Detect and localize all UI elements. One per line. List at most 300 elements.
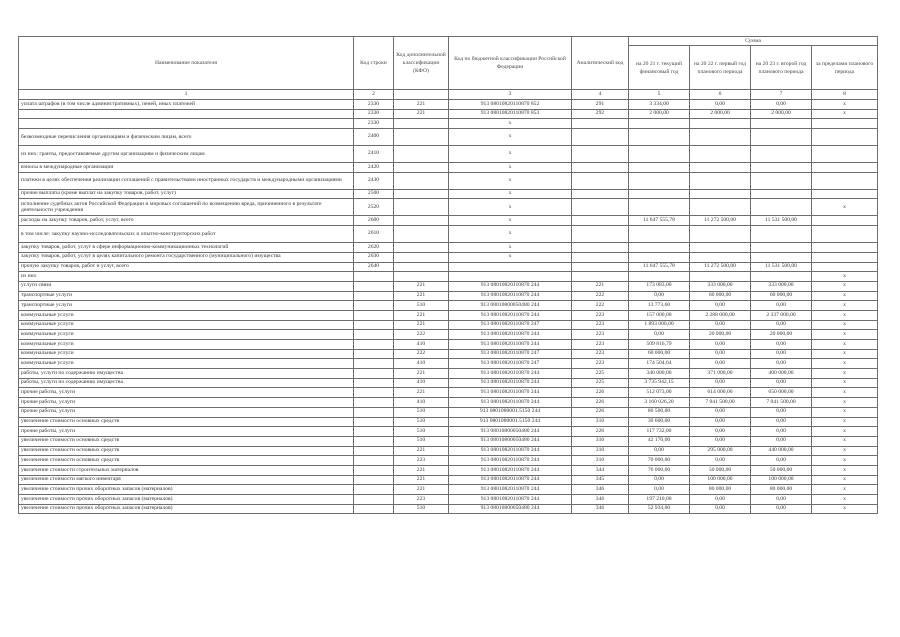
row-sum-beyond: x [812,359,878,369]
row-name: транспортные услуги [19,291,354,301]
row-sum-year-1: 157 000,00 [629,310,690,320]
row-line-code [354,456,394,466]
row-sum-year-3 [751,272,812,282]
row-sum-beyond: x [812,388,878,398]
table-row [19,427,878,437]
row-sum-year-3: 0,00 [751,436,812,446]
table-row [19,465,878,475]
row-sum-year-2: 0,00 [690,417,751,427]
row-sum-year-3 [751,243,812,253]
row-kbk: 913 08010820110870 244 [449,446,572,456]
row-sum-year-3: 0,00 [751,320,812,330]
row-sum-beyond: x [812,349,878,359]
col-num: 3 [449,90,572,100]
row-sum-year-2: 0,00 [690,340,751,350]
row-name: прочие работы, услуги [19,388,354,398]
row-line-code [354,398,394,408]
plan-table-sheet [18,36,877,514]
row-sum-year-3: 0,00 [751,504,812,514]
row-line-code [354,330,394,340]
row-sum-year-2: 11 272 500,00 [690,216,751,226]
row-sum-beyond: x [812,456,878,466]
row-kfo: 510 [394,417,449,427]
row-sum-year-3 [751,189,812,199]
row-sum-year-3: 20 000,00 [751,330,812,340]
row-sum-year-2: 2 288 000,00 [690,310,751,320]
row-kfo: 410 [394,359,449,369]
table-row [19,119,878,129]
row-sum-year-3: 0,00 [751,359,812,369]
row-name: из них [19,272,354,282]
row-sum-year-3: 2 337 000,00 [751,310,812,320]
row-kbk: 913 08010820110870 244 [449,330,572,340]
col-num: 6 [690,90,751,100]
row-name: увеличение стоимости мягкого инвентаря [19,475,354,485]
row-kfo: 221 [394,369,449,379]
row-line-code [354,340,394,350]
table-row [19,456,878,466]
row-line-code: 2330 [354,119,394,129]
table-row [19,446,878,456]
row-line-code [354,446,394,456]
row-sum-year-3: 0,00 [751,378,812,388]
row-sum-year-1: 3 160 026,20 [629,398,690,408]
row-kfo [394,163,449,173]
row-sum-year-2: 0,00 [690,436,751,446]
row-sum-beyond: x [812,109,878,119]
row-analytic [572,272,629,282]
row-sum-year-2: 295 000,00 [690,446,751,456]
row-kbk: 913 0801080001.5150 244 [449,417,572,427]
row-name: услуги связи [19,281,354,291]
row-kfo: 222 [394,349,449,359]
row-sum-year-2: 2 000,00 [690,109,751,119]
row-name: коммунальные услуги [19,320,354,330]
row-sum-beyond [812,172,878,189]
row-line-code [354,436,394,446]
row-name: закупку товаров, работ, услуг в сфере информационно-коммуникационных технологий [19,243,354,253]
row-analytic: 346 [572,504,629,514]
row-sum-year-1 [629,119,690,129]
table-row [19,475,878,485]
table-row [19,243,878,253]
col-num: 2 [354,90,394,100]
row-kbk: 913 08010820110870 244 [449,388,572,398]
row-sum-beyond [812,119,878,129]
row-name: увеличение стоимости прочих оборотных запасов (материалов) [19,485,354,495]
table-row [19,378,878,388]
table-row [19,398,878,408]
row-sum-year-2 [690,146,751,163]
row-sum-year-2: 0,00 [690,378,751,388]
row-line-code: 2500 [354,189,394,199]
row-sum-beyond: x [812,465,878,475]
row-kbk: x [449,226,572,243]
row-sum-year-1 [629,163,690,173]
row-sum-year-2: 60 000,00 [690,291,751,301]
header-year-1: на 20 21 г. текущий финансовый год [629,46,690,90]
row-sum-year-1 [629,226,690,243]
row-kfo: 221 [394,100,449,110]
row-line-code: 2520 [354,199,394,216]
row-line-code: 2410 [354,146,394,163]
table-row [19,163,878,173]
row-name: увеличение стоимости прочих оборотных запасов (материалов) [19,495,354,505]
row-sum-year-3: 2 000,00 [751,109,812,119]
row-sum-year-3 [751,172,812,189]
row-sum-year-1 [629,146,690,163]
row-kfo: 221 [394,475,449,485]
row-sum-year-2 [690,252,751,262]
table-row [19,485,878,495]
row-kfo [394,129,449,146]
row-sum-year-1: 80 500,00 [629,407,690,417]
row-kfo [394,146,449,163]
row-sum-year-1: 30 600,00 [629,417,690,427]
row-kfo [394,172,449,189]
row-sum-year-3: 50 000,00 [751,465,812,475]
row-analytic [572,252,629,262]
row-sum-beyond [812,216,878,226]
row-sum-year-2: 371 000,00 [690,369,751,379]
row-kbk: 913 08010800050480 244 [449,436,572,446]
row-sum-year-3: 11 531 500,00 [751,262,812,272]
row-sum-beyond [812,189,878,199]
row-sum-beyond [812,252,878,262]
table-row [19,388,878,398]
row-analytic [572,119,629,129]
row-kbk: 913 08010820110870 244 [449,291,572,301]
row-sum-beyond: x [812,301,878,311]
row-line-code [354,272,394,282]
header-year-2: на 20 22 г. первый год планового периода [690,46,751,90]
row-analytic: 291 [572,100,629,110]
row-kbk: x [449,163,572,173]
row-kfo: 222 [394,330,449,340]
row-kfo: 221 [394,109,449,119]
row-kfo: 510 [394,436,449,446]
row-kbk: 913 08010800050480 244 [449,504,572,514]
row-line-code [354,378,394,388]
row-analytic: 226 [572,388,629,398]
row-name: уплата штрафов (в том числе административных), пеней, иных платежей [19,100,354,110]
row-sum-beyond: x [812,407,878,417]
table-row [19,172,878,189]
col-num: 8 [812,90,878,100]
row-sum-year-2 [690,199,751,216]
row-kbk: 913 08010820110870 244 [449,310,572,320]
row-sum-year-2: 0,00 [690,495,751,505]
row-kfo: 510 [394,427,449,437]
row-sum-year-2 [690,129,751,146]
row-sum-year-2: 0,00 [690,456,751,466]
row-name: в том числе: закупку научно-исследовательских и опытно-конструкторских работ [19,226,354,243]
row-kbk: 913 08010820110870 244 [449,465,572,475]
row-sum-year-2 [690,172,751,189]
row-sum-beyond: x [812,199,878,216]
row-analytic: 223 [572,359,629,369]
row-sum-year-1: 0,00 [629,330,690,340]
row-sum-year-3: 100 000,00 [751,475,812,485]
row-analytic [572,146,629,163]
row-line-code [354,301,394,311]
row-sum-year-1: 42 170,00 [629,436,690,446]
row-sum-beyond: x [812,485,878,495]
row-sum-year-1: 340 000,00 [629,369,690,379]
header-sum: Сумма [629,37,878,46]
row-sum-year-1 [629,129,690,146]
row-line-code [354,485,394,495]
table-row [19,330,878,340]
row-name: платежи в целях обеспечения реализации соглашений с правительствами иностранных государств и международными организациями [19,172,354,189]
row-kfo [394,272,449,282]
row-name: прочие выплаты (кроме выплат на закупку товаров, работ, услуг) [19,189,354,199]
row-analytic: 222 [572,291,629,301]
row-kbk: 913 08010820110870 247 [449,349,572,359]
row-sum-beyond: x [812,281,878,291]
row-sum-year-2: 20 000,00 [690,330,751,340]
row-sum-year-3 [751,146,812,163]
row-analytic: 226 [572,398,629,408]
row-kfo [394,252,449,262]
table-row [19,262,878,272]
row-name: прочие работы, услуги [19,427,354,437]
row-sum-year-3: 7 041 500,00 [751,398,812,408]
header-line-code: Код строки [354,37,394,90]
row-analytic [572,243,629,253]
row-sum-year-3: 0,00 [751,301,812,311]
row-sum-year-2: 7 041 500,00 [690,398,751,408]
row-analytic: 226 [572,427,629,437]
row-kfo: 223 [394,456,449,466]
row-kfo: 221 [394,281,449,291]
row-sum-year-3 [751,129,812,146]
row-sum-year-2 [690,119,751,129]
row-kbk: x [449,119,572,129]
row-kbk: 913 08010820110870 244 [449,485,572,495]
row-name: коммунальные услуги [19,310,354,320]
row-analytic: 223 [572,330,629,340]
row-analytic [572,262,629,272]
table-body [19,100,878,514]
row-sum-year-1: 0,00 [629,291,690,301]
row-analytic: 310 [572,417,629,427]
table-row [19,291,878,301]
header-analytic: Аналитический код [572,37,629,90]
row-analytic: 346 [572,485,629,495]
col-num: 7 [751,90,812,100]
row-line-code: 2640 [354,262,394,272]
row-line-code: 2330 [354,100,394,110]
row-kbk: 913 08010820110870 244 [449,281,572,291]
table-row [19,189,878,199]
table-row [19,216,878,226]
row-sum-year-3 [751,163,812,173]
row-sum-year-1: 60 000,00 [629,349,690,359]
row-kbk: x [449,129,572,146]
row-sum-year-2 [690,243,751,253]
table-row [19,199,878,216]
row-sum-beyond: x [812,310,878,320]
row-sum-year-1 [629,172,690,189]
row-sum-year-1: 0,00 [629,485,690,495]
table-row [19,146,878,163]
row-sum-year-1: 70 000,00 [629,456,690,466]
row-analytic: 225 [572,378,629,388]
row-line-code: 2610 [354,226,394,243]
table-row [19,100,878,110]
row-line-code [354,281,394,291]
row-sum-year-2: 80 000,00 [690,485,751,495]
row-line-code [354,349,394,359]
row-kfo [394,119,449,129]
row-kfo [394,199,449,216]
row-kbk: 913 0801080001.5150 244 [449,407,572,417]
row-analytic [572,199,629,216]
row-name: прочую закупку товаров, работ и услуг, всего [19,262,354,272]
row-kbk: 913 08010820110870 247 [449,359,572,369]
row-sum-year-1: 0,00 [629,475,690,485]
row-name [19,109,354,119]
row-sum-year-2: 0,00 [690,427,751,437]
row-analytic [572,189,629,199]
row-sum-year-3: 650 000,00 [751,388,812,398]
row-kfo [394,262,449,272]
header-kbk: Код по бюджетной классификации Российской Федерации [449,37,572,90]
row-name: увеличение стоимости основных средств [19,436,354,446]
row-name: коммунальные услуги [19,330,354,340]
row-sum-year-3: 0,00 [751,407,812,417]
row-sum-year-1: 11 647 555,78 [629,216,690,226]
row-sum-year-2: 0,00 [690,407,751,417]
row-name: транспортные услуги [19,301,354,311]
row-kbk: 913 08010800050480 244 [449,427,572,437]
row-sum-year-3: 80 000,00 [751,485,812,495]
row-analytic: 223 [572,310,629,320]
row-name: закупку товаров, работ, услуг в целях капитального ремонта государственного (муниципального) имущества [19,252,354,262]
row-sum-year-2: 0,00 [690,301,751,311]
row-sum-year-3: 0,00 [751,495,812,505]
row-sum-year-2: 11 272 500,00 [690,262,751,272]
row-kbk: 913 08010820110870 852 [449,100,572,110]
table-row [19,109,878,119]
row-kbk: 913 08010820110870 244 [449,340,572,350]
row-sum-year-2 [690,272,751,282]
row-kbk: 913 08010820110870 244 [449,378,572,388]
row-sum-year-3: 11 531 500,00 [751,216,812,226]
row-sum-year-1: 13 773,60 [629,301,690,311]
row-kbk: 913 08010820110870 247 [449,320,572,330]
row-analytic: 221 [572,281,629,291]
table-row [19,301,878,311]
row-kfo: 221 [394,485,449,495]
table-row [19,252,878,262]
row-name: прочие работы, услуги [19,398,354,408]
table-row [19,436,878,446]
row-analytic: 223 [572,320,629,330]
row-kbk: 913 08010820110870 244 [449,495,572,505]
header-kfo: Код дополнительной классификации (КФО) [394,37,449,90]
row-kbk: 913 08010820110870 244 [449,369,572,379]
row-line-code: 2430 [354,172,394,189]
row-sum-year-1: 76 000,00 [629,465,690,475]
row-name: увеличение стоимости строительных материалов [19,465,354,475]
row-kbk: 913 08010800050480 244 [449,301,572,311]
header-beyond: за пределами планового периода [812,46,878,90]
row-analytic: 223 [572,340,629,350]
row-kfo: 221 [394,320,449,330]
row-kbk: x [449,199,572,216]
row-kfo: 410 [394,340,449,350]
row-sum-year-1: 2 000,00 [629,109,690,119]
row-sum-year-1: 174 504,64 [629,359,690,369]
table-row [19,129,878,146]
row-line-code: 2420 [354,163,394,173]
row-sum-beyond [812,146,878,163]
row-sum-beyond: x [812,475,878,485]
row-kbk: 913 08010820110870 244 [449,398,572,408]
row-name: работы, услуги по содержанию имущества [19,378,354,388]
row-sum-year-3: 0,00 [751,340,812,350]
row-line-code [354,310,394,320]
row-sum-beyond [812,129,878,146]
row-sum-beyond: x [812,417,878,427]
row-line-code: 2400 [354,129,394,146]
row-sum-year-1: 509 816,79 [629,340,690,350]
row-name: прочие работы, услуги [19,407,354,417]
table-row [19,407,878,417]
row-name: безвозмездные перечисления организациям и физическим лицам, всего [19,129,354,146]
row-sum-year-1: 173 083,00 [629,281,690,291]
row-name: взносы в международные организации [19,163,354,173]
row-name: расходы на закупку товаров, работ, услуг, всего [19,216,354,226]
row-line-code: 2330 [354,109,394,119]
row-analytic: 292 [572,109,629,119]
row-kbk: x [449,216,572,226]
row-sum-year-1 [629,199,690,216]
row-sum-year-2: 0,00 [690,349,751,359]
row-analytic [572,163,629,173]
row-sum-beyond [812,262,878,272]
row-sum-year-3: 440 000,00 [751,446,812,456]
row-name: увеличение стоимости основных средств [19,417,354,427]
row-name: коммунальные услуги [19,340,354,350]
row-line-code [354,291,394,301]
row-line-code [354,495,394,505]
row-line-code [354,465,394,475]
row-analytic [572,226,629,243]
row-sum-year-3 [751,119,812,129]
row-sum-year-1: 117 732,00 [629,427,690,437]
row-name [19,119,354,129]
row-kfo: 221 [394,388,449,398]
row-sum-year-2: 0,00 [690,100,751,110]
row-sum-beyond: x [812,495,878,505]
row-sum-year-3: 0,00 [751,349,812,359]
column-numbers-row [19,90,878,100]
row-line-code: 2620 [354,243,394,253]
row-analytic [572,216,629,226]
row-name: коммунальные услуги [19,349,354,359]
row-line-code [354,359,394,369]
row-sum-year-2: 100 000,00 [690,475,751,485]
table-row [19,310,878,320]
row-analytic: 222 [572,301,629,311]
row-kbk: x [449,146,572,163]
row-name: увеличение стоимости основных средств [19,446,354,456]
row-kbk: x [449,243,572,253]
row-sum-year-2: 0,00 [690,320,751,330]
